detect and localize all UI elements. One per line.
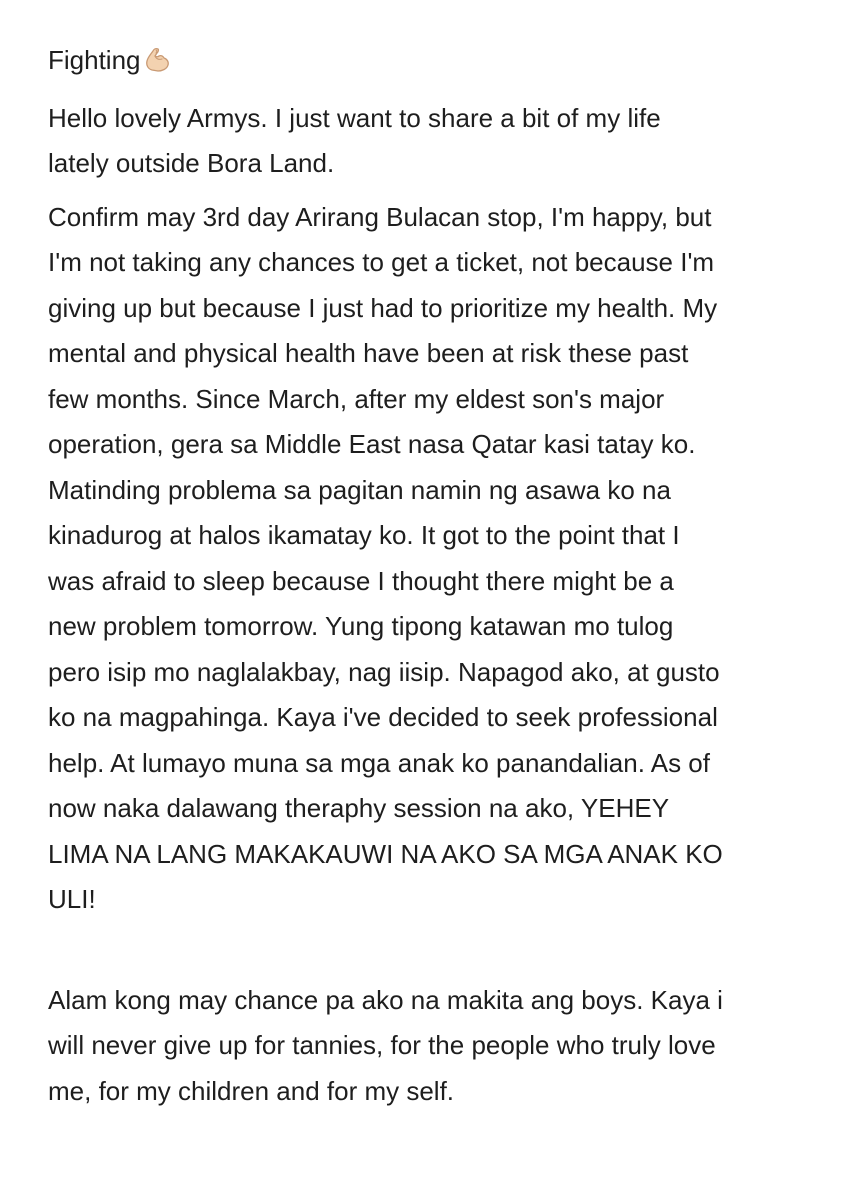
- note-title-text: Fighting: [48, 45, 141, 75]
- paragraph-closing: Alam kong may chance pa ako na makita ang boys. Kaya i will never give up for tannies, for the people who truly love me, for my children and for my self.: [48, 984, 723, 1106]
- paragraph-story: Confirm may 3rd day Arirang Bulacan stop, I'm happy, but I'm not taking any chances to get a ticket, not because I'm giving up but because I just had to prioritize my health. My mental and physical health have been at risk these past few months. Since March, after my eldest son's major operation, gera sa Middle East nasa Qatar kasi tatay ko. Matinding problema sa pagitan namin ng asawa ko na kinadurog at halos ikamatay ko. It got to the point that I was afraid to sleep because I thought there might be a new problem tomorrow. Yung tipong katawan mo tulog pero isip mo naglalakbay, nag iisip. Napagod ako, at gusto ko na magpahinga. Kaya i've decided to seek professional help. At lumayo muna sa mga anak ko panandalian. As of now naka dalawang theraphy session na ako, YEHEY LIMA NA LANG MAKAKAUWI NA AKO SA MGA ANAK KO ULI!: [48, 201, 723, 914]
- note-body: [48, 38, 838, 1122]
- note-title: [48, 38, 838, 88]
- flexed-biceps-icon: [143, 42, 171, 88]
- paragraph-greeting: Hello lovely Armys. I just want to share a bit of my life lately outside Bora Land.: [48, 102, 661, 178]
